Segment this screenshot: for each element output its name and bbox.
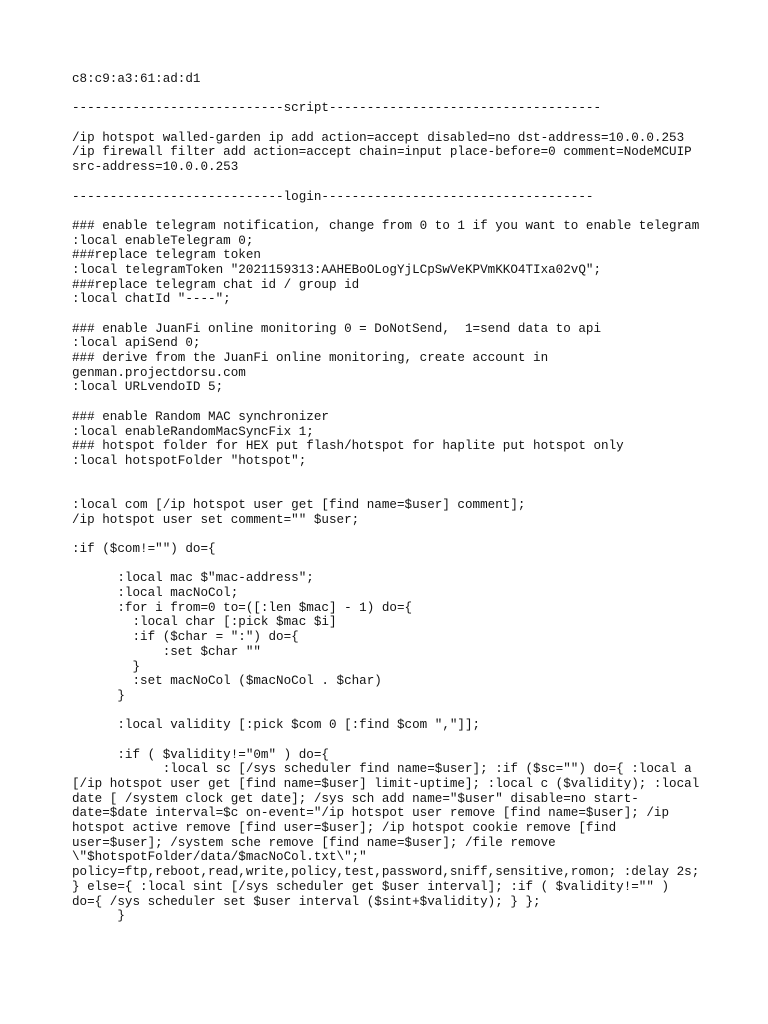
code-line: c8:c9:a3:61:ad:d1 xyxy=(72,72,201,86)
code-line xyxy=(72,483,712,498)
code-line: ### enable telegram notification, change from 0 to 1 if you want to enable telegram xyxy=(72,218,700,233)
code-line: src-address=10.0.0.253 xyxy=(72,160,239,175)
code-line: ### enable Random MAC synchronizer xyxy=(72,409,329,424)
code-line xyxy=(72,307,712,322)
code-line: date [ /system clock get date]; /sys sch add name="$user" disable=no start- xyxy=(72,791,639,806)
code-line xyxy=(72,87,712,102)
code-line: } xyxy=(72,909,125,924)
code-line: ### hotspot folder for HEX put flash/hotspot for haplite put hotspot only xyxy=(72,439,624,454)
code-line: :local enableTelegram 0; xyxy=(72,233,254,248)
code-line xyxy=(72,733,712,748)
code-line xyxy=(72,116,712,131)
code-line xyxy=(72,527,712,542)
code-line: :local sc [/sys scheduler find name=$user]; :if ($sc="") do={ :local a xyxy=(72,762,692,777)
code-line: :local chatId "----"; xyxy=(72,292,231,307)
code-line: :local validity [:pick $com 0 [:find $com ","]]; xyxy=(72,718,481,733)
document-page xyxy=(72,72,712,924)
code-line: do={ /sys scheduler set $user interval ($sint+$validity); } }; xyxy=(72,894,541,909)
code-line: :local com [/ip hotspot user get [find name=$user] comment]; xyxy=(72,497,526,512)
code-line: :local char [:pick $mac $i] xyxy=(72,615,337,630)
code-line: ### enable JuanFi online monitoring 0 = DoNotSend, 1=send data to api xyxy=(72,321,602,336)
code-line: :local macNoCol; xyxy=(72,586,239,601)
code-line xyxy=(72,469,712,484)
code-line: [/ip hotspot user get [find name=$user] limit-uptime]; :local c ($validity); :local xyxy=(72,777,700,791)
code-line: ----------------------------script------------------------------------ xyxy=(72,101,602,116)
code-line: :for i from=0 to=([:len $mac] - 1) do={ xyxy=(72,600,413,615)
code-line: ### derive from the JuanFi online monitoring, create account in xyxy=(72,351,549,366)
code-line: ----------------------------login------------------------------------ xyxy=(72,189,594,204)
code-line xyxy=(72,557,712,572)
code-line: :local mac $"mac-address"; xyxy=(72,571,314,586)
code-line: :if ($com!="") do={ xyxy=(72,542,216,556)
code-line: ###replace telegram chat id / group id xyxy=(72,277,360,292)
code-line: :if ($char = ":") do={ xyxy=(72,630,299,645)
code-line: } else={ :local sint [/sys scheduler get $user interval]; :if ( $validity!="" ) xyxy=(72,879,670,894)
code-line xyxy=(72,204,712,219)
code-line: :local enableRandomMacSyncFix 1; xyxy=(72,424,314,439)
code-line: :local hotspotFolder "hotspot"; xyxy=(72,453,307,468)
code-line: :local URLvendoID 5; xyxy=(72,380,224,395)
code-line: :set macNoCol ($macNoCol . $char) xyxy=(72,674,382,689)
code-line: user=$user]; /system sche remove [find name=$user]; /file remove xyxy=(72,835,556,850)
code-line: hotspot active remove [find user=$user]; /ip hotspot cookie remove [find xyxy=(72,821,617,836)
code-line: :local apiSend 0; xyxy=(72,336,201,351)
code-line: } xyxy=(72,688,125,703)
code-line: } xyxy=(72,659,141,674)
code-line: :if ( $validity!="0m" ) do={ xyxy=(72,747,329,762)
code-line: /ip hotspot user set comment="" $user; xyxy=(72,512,360,527)
code-line xyxy=(72,704,712,719)
code-line xyxy=(72,175,712,190)
code-line: policy=ftp,reboot,read,write,policy,test,password,sniff,sensitive,romon; :delay 2s; xyxy=(72,865,700,880)
code-line: genman.projectdorsu.com xyxy=(72,365,246,380)
code-line: :local telegramToken "2021159313:AAHEBoOLogYjLCpSwVeKPVmKKO4TIxa02vQ"; xyxy=(72,262,602,277)
code-line: /ip hotspot walled-garden ip add action=accept disabled=no dst-address=10.0.0.253 xyxy=(72,130,685,145)
code-line: date=$date interval=$c on-event="/ip hotspot user remove [find name=$user]; /ip xyxy=(72,806,670,821)
code-line: :set $char "" xyxy=(72,644,261,659)
code-line: /ip firewall filter add action=accept chain=input place-before=0 comment=NodeMCUIP xyxy=(72,145,692,160)
code-line: ###replace telegram token xyxy=(72,248,261,263)
code-line: \"$hotspotFolder/data/$macNoCol.txt\";" xyxy=(72,850,367,865)
code-line xyxy=(72,395,712,410)
